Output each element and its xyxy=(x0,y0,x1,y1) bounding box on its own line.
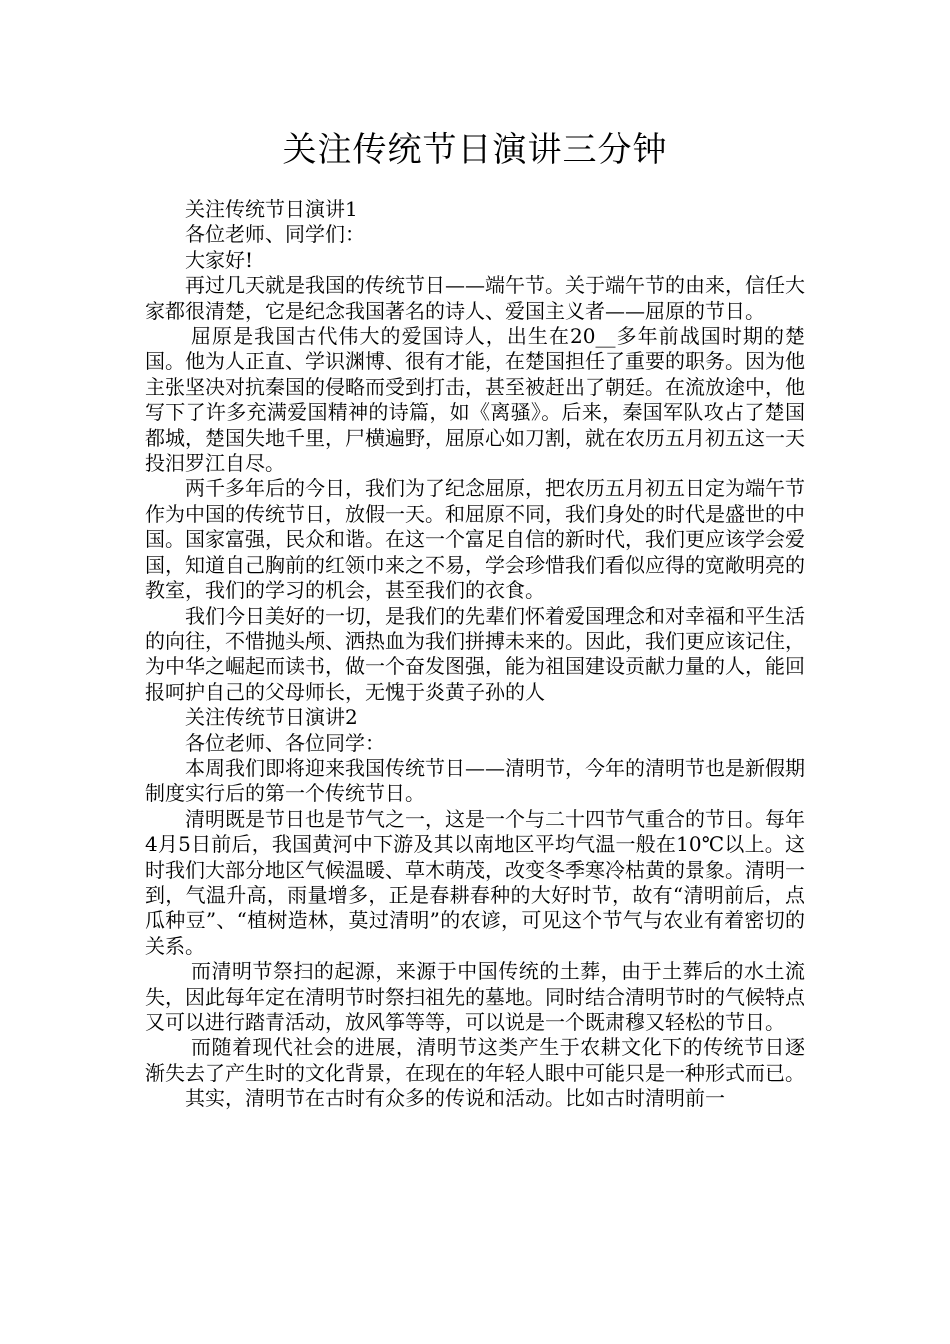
paragraph: 我们今日美好的一切，是我们的先辈们怀着爱国理念和对幸福和平生活的向往，不惜抛头颅、洒热血为我们拼搏未来的。因此，我们更应该记住，为中华之崛起而读书，做一个奋发图强，能为祖国建设贡献力量的人，能回报呵护自己的父母师长，无愧于炎黄子孙的人 xyxy=(145,603,805,704)
salutation: 各位老师、同学们： xyxy=(185,222,365,247)
document-body xyxy=(145,197,805,1112)
greeting: 大家好! xyxy=(185,247,254,272)
document-title: 关注传统节日演讲三分钟 xyxy=(282,130,668,170)
paragraph: 再过几天就是我国的传统节日——端午节。关于端午节的由来，信任大家都很清楚，它是纪念我国著名的诗人、爱国主义者——屈原的节日。 xyxy=(145,273,805,323)
paragraph: 其实，清明节在古时有众多的传说和活动。比如古时清明前一 xyxy=(185,1086,725,1111)
paragraph: 而随着现代社会的进展，清明节这类产生于农耕文化下的传统节日逐渐失去了产生时的文化背景，在现在的年轻人眼中可能只是一种形式而已。 xyxy=(145,1035,805,1085)
section-heading: 关注传统节日演讲2 xyxy=(185,705,358,730)
paragraph: 清明既是节日也是节气之一，这是一个与二十四节气重合的节日。每年4月5日前后，我国黄河中下游及其以南地区平均气温一般在10℃以上。这时我们大部分地区气候温暖、草木萌茂，改变冬季寒冷枯黄的景象。清明一到，气温升高，雨量增多，正是春耕春种的大好时节，故有“清明前后，点瓜种豆”、“植树造林，莫过清明”的农谚，可见这个节气与农业有着密切的关系。 xyxy=(145,806,805,958)
paragraph: 本周我们即将迎来我国传统节日——清明节，今年的清明节也是新假期制度实行后的第一个传统节日。 xyxy=(145,755,805,806)
paragraph: 而清明节祭扫的起源，来源于中国传统的土葬，由于土葬后的水土流失，因此每年定在清明节时祭扫祖先的墓地。同时结合清明节时的气候特点又可以进行踏青活动，放风筝等等，可以说是一个既肃穆又轻松的节日。 xyxy=(145,959,805,1034)
paragraph: 屈原是我国古代伟大的爱国诗人，出生在20__多年前战国时期的楚国。他为人正直、学识渊博、很有才能，在楚国担任了重要的职务。因为他主张坚决对抗秦国的侵略而受到打击，甚至被赶出了朝廷。在流放途中，他写下了许多充满爱国精神的诗篇，如《离骚》。后来，秦国军队攻占了楚国都城，楚国失地千里，尸横遍野，屈原心如刀割，就在农历五月初五这一天投汨罗江自尽。 xyxy=(145,324,805,476)
section-heading: 关注传统节日演讲1 xyxy=(185,197,358,221)
paragraph: 两千多年后的今日，我们为了纪念屈原，把农历五月初五日定为端午节作为中国的传统节日，放假一天。和屈原不同，我们身处的时代是盛世的中国。国家富强，民众和谐。在这一个富足自信的新时代，我们更应该学会爱国，知道自己胸前的红领巾来之不易，学会珍惜我们看似应得的宽敞明亮的教室，我们的学习的机会，甚至我们的衣食。 xyxy=(145,476,805,603)
salutation: 各位老师、各位同学： xyxy=(185,730,385,755)
